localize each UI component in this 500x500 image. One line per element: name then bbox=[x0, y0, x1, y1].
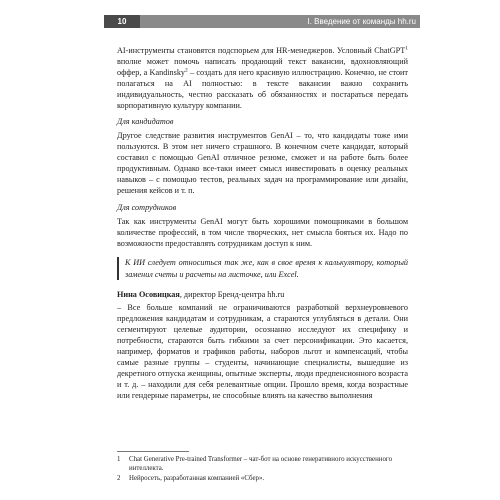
footnote-divider bbox=[117, 451, 189, 452]
chapter-title: I. Введение от команды hh.ru bbox=[307, 17, 416, 26]
main-text bbox=[117, 46, 408, 401]
intro-text-2: вполне может помочь написать продающий текст вакансии, вдохновляющий оффер, а Kandinsky bbox=[117, 56, 408, 77]
intro-text-3: – создать для него красивую иллюстрацию. Конечно, не стоит полагаться на AI полностью: в тексте вакансии важно сохранить индивидуальность, честно рассказать об обязанностях и постараться передать корпоративную культуру компании. bbox=[117, 67, 408, 110]
attribution-name: Нина Осовицкая bbox=[117, 290, 180, 300]
section-heading-employees: Для сотрудников bbox=[117, 202, 177, 212]
intro-text: AI-инструменты становятся подспорьем для HR-менеджеров. Условный ChatGPT bbox=[117, 46, 406, 55]
footnote-text: Нейросеть, разработанная компанией «Сбер». bbox=[129, 474, 265, 482]
footnote-ref-2: 2 bbox=[185, 67, 188, 74]
final-paragraph: – Все больше компаний не ограничиваются разработкой верхнеуровневого предложения кандидатам и сотрудникам, а стараются углубляться в детали. Они сегментируют целевые аудитории, осознанно исследуют их специфику и потребности, стараются быть гибкими за счет персонификации. Это касается, например, форматов и графиков работы, наборов льгот и компенсаций, чтобы самые разные группы – студенты, начинающие специалисты, вышедшие из декретного отпуска женщины, опытные эксперты, люди предпенсионного возраста и т. д. – находили для себя релевантные опции. Прошло время, когда возрастные или гендерные параметры, не способные влиять на качество выполнения bbox=[117, 303, 408, 400]
footnote bbox=[117, 455, 408, 474]
footnotes bbox=[117, 455, 408, 483]
page-number: 10 bbox=[104, 15, 140, 28]
footnote-text: Chat Generative Pre-trained Transformer – чат-бот на основе генеративного искусственного интеллекта. bbox=[129, 456, 393, 473]
footnote-ref-1: 1 bbox=[405, 45, 408, 52]
attribution-role: , директор Бренд-центра hh.ru bbox=[179, 290, 285, 300]
employees-paragraph: Так как инструменты GenAI могут быть хорошими помощниками в большом количестве профессий, в том числе творческих, нет смысла бояться их. Надо по возможности предоставлять сотрудникам доступ к ним. bbox=[117, 216, 408, 248]
pull-quote: К ИИ следует относиться так же, как в свое время к калькулятору, который заменил счеты и расчеты на листочке, или Excel. bbox=[117, 257, 408, 280]
footnote-mark: 2 bbox=[117, 474, 121, 482]
footnote-mark: 1 bbox=[117, 456, 121, 463]
section-heading-candidates: Для кандидатов bbox=[117, 117, 174, 127]
intro-paragraph bbox=[117, 46, 408, 111]
footnote bbox=[117, 474, 408, 483]
candidates-paragraph: Другое следствие развития инструментов GenAI – то, что кандидаты тоже ими пользуются. В этом нет ничего страшного. В конечном счете кандидат, который составил с помощью GenAI отличное резюме, сможет и на работе быть более продуктивным. Однако все-таки имеет смысл инвестировать в оценку реальных навыков – с помощью тестов, реальных задач на программирование или дизайн, решения кейсов и т. п. bbox=[117, 131, 408, 195]
quote-attribution bbox=[117, 290, 408, 301]
